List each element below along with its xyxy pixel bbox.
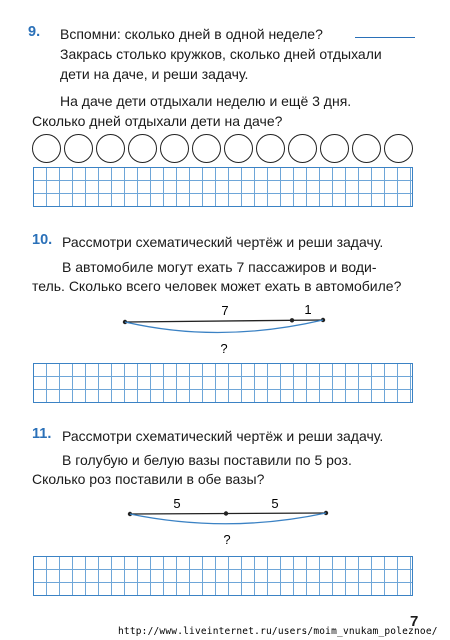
total-arc: [130, 513, 326, 524]
task-9-number: 9.: [28, 24, 41, 40]
task-10-answer-grid[interactable]: [33, 363, 413, 403]
circle[interactable]: [128, 134, 157, 163]
circle[interactable]: [256, 134, 285, 163]
task-11-answer-grid[interactable]: [33, 556, 413, 596]
task-10-instruction: Рассмотри схематический чертёж и реши задачу.: [62, 234, 384, 250]
circle[interactable]: [224, 134, 253, 163]
task-11-number: 11.: [32, 426, 52, 442]
task-9-line-3: дети на даче, и реши задачу.: [60, 66, 249, 82]
task-9-problem-line-1: На даче дети отдыхали неделю и ещё 3 дня.: [60, 93, 352, 109]
task-10-problem-line-2: тель. Сколько всего человек может ехать в автомобиле?: [32, 278, 402, 294]
circle[interactable]: [160, 134, 189, 163]
circle[interactable]: [32, 134, 61, 163]
circle[interactable]: [96, 134, 125, 163]
task-10-number: 10.: [32, 232, 53, 248]
task-11-scheme: [120, 492, 340, 552]
task-10-scheme: [115, 300, 335, 360]
circle[interactable]: [320, 134, 349, 163]
circle[interactable]: [288, 134, 317, 163]
task-11-instruction: Рассмотри схематический чертёж и реши задачу.: [62, 428, 384, 444]
segment-point: [290, 318, 294, 322]
task-9-answer-grid[interactable]: [33, 167, 413, 207]
right-part-label: 5: [271, 496, 279, 511]
circle[interactable]: [384, 134, 413, 163]
task-9-answer-blank[interactable]: [355, 37, 415, 38]
task-9-circles: [32, 134, 413, 163]
task-11-problem-line-1: В голубую и белую вазы поставили по 5 роз.: [62, 452, 352, 468]
circle[interactable]: [192, 134, 221, 163]
left-part-label: 5: [173, 496, 181, 511]
footer-url[interactable]: http://www.liveinternet.ru/users/moim_vnukam_poleznoe/: [118, 626, 438, 637]
page-number: 7: [410, 613, 419, 630]
right-part-label: 1: [304, 302, 312, 317]
task-9-line-1: Вспомни: сколько дней в одной неделе?: [60, 26, 323, 42]
circle[interactable]: [64, 134, 93, 163]
task-9-line-2: Закрась столько кружков, сколько дней отдыхали: [60, 46, 382, 62]
task-11-problem-line-2: Сколько роз поставили в обе вазы?: [32, 471, 265, 487]
circle[interactable]: [352, 134, 381, 163]
task-10-problem-line-1: В автомобиле могут ехать 7 пассажиров и води-: [62, 259, 377, 275]
total-label: ?: [223, 532, 231, 547]
total-label: ?: [220, 341, 228, 356]
segment-point: [224, 511, 228, 515]
task-9-problem-line-2: Сколько дней отдыхали дети на даче?: [32, 113, 283, 129]
left-part-label: 7: [221, 303, 229, 318]
